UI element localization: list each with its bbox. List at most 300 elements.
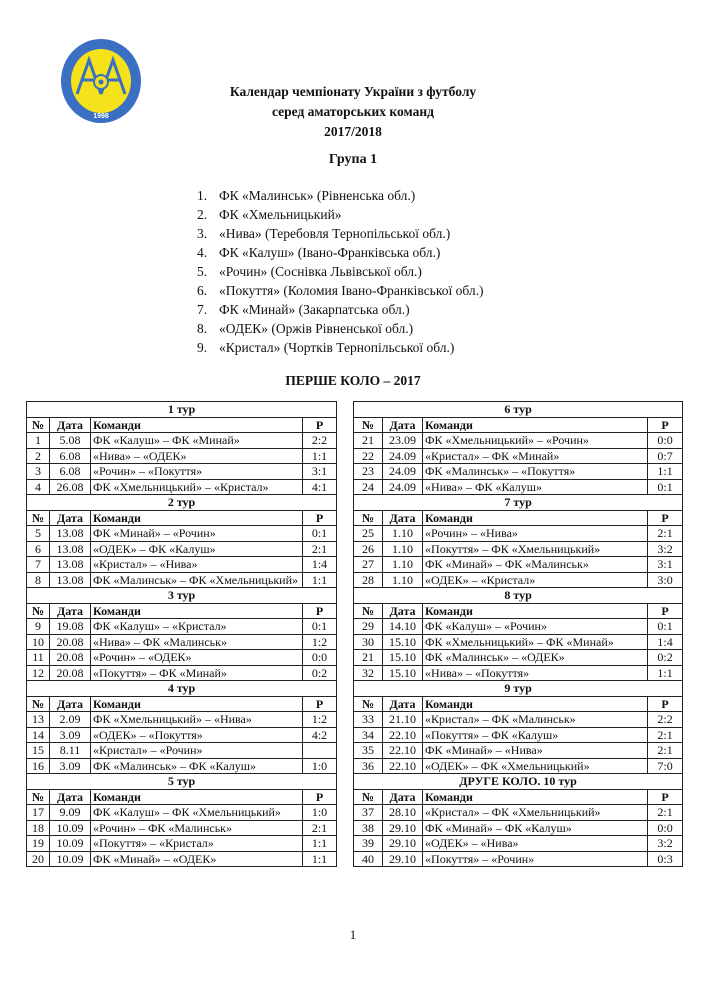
match-date: 13.08 bbox=[50, 541, 91, 557]
column-header-num: № bbox=[27, 417, 50, 433]
match-number: 16 bbox=[27, 758, 50, 774]
match-teams: «Нива» – ФК «Калуш» bbox=[423, 479, 648, 495]
match-date: 29.10 bbox=[383, 820, 423, 836]
column-header-teams: Команди bbox=[91, 789, 303, 805]
match-date: 19.08 bbox=[50, 619, 91, 635]
round-title: 3 тур bbox=[27, 588, 337, 604]
column-header-num: № bbox=[27, 603, 50, 619]
match-date: 1.10 bbox=[383, 572, 423, 588]
separator bbox=[337, 619, 354, 635]
round-title: 1 тур bbox=[27, 402, 337, 418]
match-row bbox=[27, 665, 683, 681]
separator bbox=[337, 433, 354, 449]
column-header-date: Дата bbox=[383, 789, 423, 805]
separator bbox=[337, 836, 354, 852]
team-name: ФК «Хмельницький» bbox=[219, 207, 342, 222]
column-header-result: Р bbox=[648, 696, 683, 712]
document-title bbox=[0, 82, 706, 142]
match-teams: ФК «Хмельницький» – «Нива» bbox=[91, 712, 303, 728]
match-date: 29.10 bbox=[383, 836, 423, 852]
match-date: 28.10 bbox=[383, 805, 423, 821]
match-result: 0:1 bbox=[303, 619, 337, 635]
round-title: 4 тур bbox=[27, 681, 337, 697]
separator bbox=[337, 479, 354, 495]
team-number: 2. bbox=[197, 207, 208, 222]
match-row bbox=[27, 619, 683, 635]
match-teams: «Покуття» – ФК «Хмельницький» bbox=[423, 541, 648, 557]
match-result: 1:1 bbox=[303, 572, 337, 588]
match-result: 0:0 bbox=[648, 433, 683, 449]
match-number: 12 bbox=[27, 665, 50, 681]
match-teams: ФК «Малинськ» – ФК «Хмельницький» bbox=[91, 572, 303, 588]
match-row bbox=[27, 758, 683, 774]
match-result: 0:1 bbox=[648, 479, 683, 495]
match-result: 3:0 bbox=[648, 572, 683, 588]
column-header-result: Р bbox=[648, 510, 683, 526]
separator bbox=[337, 820, 354, 836]
round-title: 8 тур bbox=[354, 588, 683, 604]
separator bbox=[337, 417, 354, 433]
match-result: 1:1 bbox=[648, 665, 683, 681]
match-teams: ФК «Минай» – «Нива» bbox=[423, 743, 648, 759]
match-result: 1:0 bbox=[303, 805, 337, 821]
match-teams: ФК «Малинськ» – ФК «Калуш» bbox=[91, 758, 303, 774]
column-header-result: Р bbox=[648, 603, 683, 619]
column-header-date: Дата bbox=[50, 789, 91, 805]
separator bbox=[337, 495, 354, 511]
match-number: 27 bbox=[354, 557, 383, 573]
team-name: «Покуття» (Коломия Івано-Франківської обл.) bbox=[219, 283, 484, 298]
match-date: 13.08 bbox=[50, 526, 91, 542]
column-header-num: № bbox=[354, 417, 383, 433]
match-result: 0:0 bbox=[648, 820, 683, 836]
match-row bbox=[27, 836, 683, 852]
match-teams: ФК «Калуш» – «Кристал» bbox=[91, 619, 303, 635]
column-header-num: № bbox=[354, 510, 383, 526]
match-teams: ФК «Малинськ» – «Покуття» bbox=[423, 464, 648, 480]
match-teams: «Кристал» – ФК «Хмельницький» bbox=[423, 805, 648, 821]
match-date: 15.10 bbox=[383, 634, 423, 650]
match-date: 10.09 bbox=[50, 820, 91, 836]
match-date: 1.10 bbox=[383, 557, 423, 573]
match-number: 21 bbox=[354, 433, 383, 449]
round-title-row bbox=[27, 402, 683, 418]
team-list-item bbox=[197, 224, 483, 243]
separator bbox=[337, 774, 354, 790]
team-list-item bbox=[197, 319, 483, 338]
match-date: 1.10 bbox=[383, 541, 423, 557]
first-round-title: ПЕРШЕ КОЛО – 2017 bbox=[285, 373, 421, 388]
column-header-date: Дата bbox=[50, 696, 91, 712]
match-teams: ФК «Минай» – ФК «Малинськ» bbox=[423, 557, 648, 573]
match-row bbox=[27, 727, 683, 743]
match-number: 7 bbox=[27, 557, 50, 573]
match-row bbox=[27, 743, 683, 759]
match-date: 15.10 bbox=[383, 650, 423, 666]
team-list-item bbox=[197, 205, 483, 224]
match-date: 5.08 bbox=[50, 433, 91, 449]
match-date: 20.08 bbox=[50, 634, 91, 650]
match-result: 2:1 bbox=[648, 805, 683, 821]
team-number: 6. bbox=[197, 283, 208, 298]
match-date: 13.08 bbox=[50, 572, 91, 588]
team-name: «Кристал» (Чортків Тернопільської обл.) bbox=[219, 340, 455, 355]
column-header-teams: Команди bbox=[423, 789, 648, 805]
separator bbox=[337, 712, 354, 728]
match-number: 21 bbox=[354, 650, 383, 666]
match-row bbox=[27, 650, 683, 666]
match-teams: «ОДЕК» – «Покуття» bbox=[91, 727, 303, 743]
column-header-date: Дата bbox=[383, 603, 423, 619]
match-number: 22 bbox=[354, 448, 383, 464]
group-title: Група 1 bbox=[328, 152, 378, 167]
match-row bbox=[27, 433, 683, 449]
match-number: 8 bbox=[27, 572, 50, 588]
match-number: 14 bbox=[27, 727, 50, 743]
match-date: 22.10 bbox=[383, 727, 423, 743]
match-date: 10.09 bbox=[50, 851, 91, 867]
separator bbox=[337, 650, 354, 666]
logo-year: 1998 bbox=[93, 113, 109, 120]
round-title: ДРУГЕ КОЛО. 10 тур bbox=[354, 774, 683, 790]
match-date: 15.10 bbox=[383, 665, 423, 681]
match-teams: ФК «Калуш» – «Рочин» bbox=[423, 619, 648, 635]
separator bbox=[337, 758, 354, 774]
match-teams: ФК «Минай» – ФК «Калуш» bbox=[423, 820, 648, 836]
match-teams: «Покуття» – «Рочин» bbox=[423, 851, 648, 867]
match-number: 20 bbox=[27, 851, 50, 867]
match-date: 14.10 bbox=[383, 619, 423, 635]
match-teams: «Кристал» – «Рочин» bbox=[91, 743, 303, 759]
match-row bbox=[27, 572, 683, 588]
match-teams: «Кристал» – «Нива» bbox=[91, 557, 303, 573]
match-result: 0:2 bbox=[303, 665, 337, 681]
team-number: 5. bbox=[197, 264, 208, 279]
team-name: ФК «Малинськ» (Рівненська обл.) bbox=[219, 188, 416, 203]
match-number: 1 bbox=[27, 433, 50, 449]
team-name: «Нива» (Теребовля Тернопільської обл.) bbox=[219, 226, 451, 241]
match-number: 25 bbox=[354, 526, 383, 542]
column-header-num: № bbox=[354, 696, 383, 712]
column-header-row bbox=[27, 603, 683, 619]
match-result: 0:2 bbox=[648, 650, 683, 666]
separator bbox=[337, 743, 354, 759]
column-header-row bbox=[27, 417, 683, 433]
match-result: 0:3 bbox=[648, 851, 683, 867]
column-header-result: Р bbox=[303, 417, 337, 433]
match-date: 6.08 bbox=[50, 464, 91, 480]
match-result: 3:1 bbox=[303, 464, 337, 480]
separator bbox=[337, 526, 354, 542]
column-header-teams: Команди bbox=[91, 696, 303, 712]
column-header-result: Р bbox=[303, 789, 337, 805]
match-number: 5 bbox=[27, 526, 50, 542]
match-number: 17 bbox=[27, 805, 50, 821]
round-title-row bbox=[27, 774, 683, 790]
match-row bbox=[27, 634, 683, 650]
match-number: 4 bbox=[27, 479, 50, 495]
match-number: 11 bbox=[27, 650, 50, 666]
match-teams: ФК «Минай» – «ОДЕК» bbox=[91, 851, 303, 867]
match-teams: ФК «Калуш» – ФК «Хмельницький» bbox=[91, 805, 303, 821]
separator bbox=[337, 588, 354, 604]
match-date: 20.08 bbox=[50, 650, 91, 666]
match-number: 39 bbox=[354, 836, 383, 852]
round-title: 5 тур bbox=[27, 774, 337, 790]
match-result: 1:0 bbox=[303, 758, 337, 774]
match-number: 2 bbox=[27, 448, 50, 464]
column-header-num: № bbox=[354, 603, 383, 619]
match-number: 35 bbox=[354, 743, 383, 759]
separator bbox=[337, 681, 354, 697]
match-result: 2:1 bbox=[648, 743, 683, 759]
match-date: 22.10 bbox=[383, 758, 423, 774]
match-teams: «Рочин» – «Покуття» bbox=[91, 464, 303, 480]
column-header-row bbox=[27, 696, 683, 712]
match-result: 1:4 bbox=[648, 634, 683, 650]
match-date: 24.09 bbox=[383, 479, 423, 495]
match-result: 3:1 bbox=[648, 557, 683, 573]
match-number: 38 bbox=[354, 820, 383, 836]
match-number: 23 bbox=[354, 464, 383, 480]
match-teams: ФК «Хмельницький» – ФК «Минай» bbox=[423, 634, 648, 650]
match-number: 24 bbox=[354, 479, 383, 495]
match-teams: ФК «Минай» – «Рочин» bbox=[91, 526, 303, 542]
match-teams: ФК «Калуш» – ФК «Минай» bbox=[91, 433, 303, 449]
match-number: 40 bbox=[354, 851, 383, 867]
team-name: «ОДЕК» (Оржів Рівненської обл.) bbox=[219, 321, 414, 336]
match-result: 2:1 bbox=[648, 526, 683, 542]
match-row bbox=[27, 464, 683, 480]
column-header-num: № bbox=[27, 789, 50, 805]
match-row bbox=[27, 820, 683, 836]
match-teams: «Рочин» – «Нива» bbox=[423, 526, 648, 542]
round-title: 9 тур bbox=[354, 681, 683, 697]
column-header-result: Р bbox=[303, 603, 337, 619]
match-number: 3 bbox=[27, 464, 50, 480]
season: 2017/2018 bbox=[324, 124, 382, 139]
match-date: 13.08 bbox=[50, 557, 91, 573]
match-result: 3:2 bbox=[648, 836, 683, 852]
match-date: 26.08 bbox=[50, 479, 91, 495]
match-result: 2:1 bbox=[303, 820, 337, 836]
column-header-num: № bbox=[27, 696, 50, 712]
column-header-result: Р bbox=[303, 696, 337, 712]
match-result: 1:1 bbox=[303, 851, 337, 867]
match-date: 24.09 bbox=[383, 464, 423, 480]
match-result bbox=[303, 743, 337, 759]
separator bbox=[337, 510, 354, 526]
team-list bbox=[197, 186, 483, 357]
page-number: 1 bbox=[349, 927, 357, 942]
column-header-teams: Команди bbox=[423, 603, 648, 619]
team-list-item bbox=[197, 281, 483, 300]
separator bbox=[337, 696, 354, 712]
column-header-row bbox=[27, 789, 683, 805]
separator bbox=[337, 402, 354, 418]
match-teams: «Кристал» – ФК «Малинськ» bbox=[423, 712, 648, 728]
round-title-row bbox=[27, 588, 683, 604]
separator bbox=[337, 603, 354, 619]
match-result: 4:2 bbox=[303, 727, 337, 743]
title-line-1: Календар чемпіонату України з футболу bbox=[229, 84, 477, 99]
separator bbox=[337, 634, 354, 650]
match-date: 3.09 bbox=[50, 727, 91, 743]
column-header-teams: Команди bbox=[91, 603, 303, 619]
match-teams: «Нива» – «Покуття» bbox=[423, 665, 648, 681]
title-line-2: серед аматорських команд bbox=[271, 104, 434, 119]
team-name: ФК «Калуш» (Івано-Франківська обл.) bbox=[219, 245, 441, 260]
match-number: 10 bbox=[27, 634, 50, 650]
match-row bbox=[27, 448, 683, 464]
separator bbox=[337, 805, 354, 821]
match-number: 32 bbox=[354, 665, 383, 681]
match-date: 21.10 bbox=[383, 712, 423, 728]
team-list-item bbox=[197, 300, 483, 319]
separator bbox=[337, 557, 354, 573]
match-result: 3:2 bbox=[648, 541, 683, 557]
match-teams: «ОДЕК» – «Кристал» bbox=[423, 572, 648, 588]
separator bbox=[337, 727, 354, 743]
column-header-teams: Команди bbox=[423, 696, 648, 712]
team-number: 7. bbox=[197, 302, 208, 317]
match-row bbox=[27, 851, 683, 867]
match-teams: ФК «Хмельницький» – «Кристал» bbox=[91, 479, 303, 495]
match-result: 4:1 bbox=[303, 479, 337, 495]
match-result: 1:4 bbox=[303, 557, 337, 573]
round-title-row bbox=[27, 495, 683, 511]
column-header-date: Дата bbox=[383, 510, 423, 526]
column-header-num: № bbox=[27, 510, 50, 526]
match-teams: «Нива» – «ОДЕК» bbox=[91, 448, 303, 464]
match-teams: «ОДЕК» – «Нива» bbox=[423, 836, 648, 852]
team-number: 1. bbox=[197, 188, 208, 203]
team-list-item bbox=[197, 262, 483, 281]
match-number: 6 bbox=[27, 541, 50, 557]
team-number: 9. bbox=[197, 340, 208, 355]
match-teams: ФК «Хмельницький» – «Рочин» bbox=[423, 433, 648, 449]
match-result: 2:1 bbox=[303, 541, 337, 557]
team-name: «Рочин» (Соснівка Львівської обл.) bbox=[219, 264, 422, 279]
match-result: 1:2 bbox=[303, 712, 337, 728]
match-row bbox=[27, 526, 683, 542]
match-row bbox=[27, 479, 683, 495]
column-header-date: Дата bbox=[50, 417, 91, 433]
match-row bbox=[27, 541, 683, 557]
match-number: 36 bbox=[354, 758, 383, 774]
match-row bbox=[27, 712, 683, 728]
team-number: 4. bbox=[197, 245, 208, 260]
match-date: 6.08 bbox=[50, 448, 91, 464]
match-teams: «ОДЕК» – ФК «Калуш» bbox=[91, 541, 303, 557]
column-header-teams: Команди bbox=[91, 510, 303, 526]
separator bbox=[337, 851, 354, 867]
match-number: 26 bbox=[354, 541, 383, 557]
match-date: 22.10 bbox=[383, 743, 423, 759]
match-result: 0:1 bbox=[303, 526, 337, 542]
separator bbox=[337, 464, 354, 480]
match-teams: ФК «Малинськ» – «ОДЕК» bbox=[423, 650, 648, 666]
separator bbox=[337, 572, 354, 588]
team-name: ФК «Минай» (Закарпатська обл.) bbox=[219, 302, 410, 317]
match-teams: «Покуття» – «Кристал» bbox=[91, 836, 303, 852]
separator bbox=[337, 448, 354, 464]
match-date: 2.09 bbox=[50, 712, 91, 728]
column-header-result: Р bbox=[648, 789, 683, 805]
column-header-result: Р bbox=[303, 510, 337, 526]
round-title: 6 тур bbox=[354, 402, 683, 418]
match-number: 19 bbox=[27, 836, 50, 852]
match-number: 29 bbox=[354, 619, 383, 635]
team-number: 8. bbox=[197, 321, 208, 336]
separator bbox=[337, 665, 354, 681]
match-number: 34 bbox=[354, 727, 383, 743]
match-date: 1.10 bbox=[383, 526, 423, 542]
column-header-date: Дата bbox=[50, 603, 91, 619]
team-list-item bbox=[197, 186, 483, 205]
match-result: 7:0 bbox=[648, 758, 683, 774]
match-number: 33 bbox=[354, 712, 383, 728]
column-header-result: Р bbox=[648, 417, 683, 433]
match-result: 0:1 bbox=[648, 619, 683, 635]
match-date: 20.08 bbox=[50, 665, 91, 681]
match-result: 1:1 bbox=[303, 448, 337, 464]
match-result: 2:2 bbox=[648, 712, 683, 728]
column-header-date: Дата bbox=[383, 696, 423, 712]
match-number: 37 bbox=[354, 805, 383, 821]
match-date: 9.09 bbox=[50, 805, 91, 821]
round-title-row bbox=[27, 681, 683, 697]
match-number: 15 bbox=[27, 743, 50, 759]
schedule-table bbox=[26, 401, 683, 867]
column-header-date: Дата bbox=[383, 417, 423, 433]
match-result: 0:7 bbox=[648, 448, 683, 464]
match-teams: «ОДЕК» – ФК «Хмельницький» bbox=[423, 758, 648, 774]
match-result: 1:1 bbox=[303, 836, 337, 852]
match-teams: «Рочин» – «ОДЕК» bbox=[91, 650, 303, 666]
column-header-teams: Команди bbox=[423, 417, 648, 433]
column-header-teams: Команди bbox=[91, 417, 303, 433]
match-result: 1:2 bbox=[303, 634, 337, 650]
match-date: 24.09 bbox=[383, 448, 423, 464]
match-teams: «Покуття» – ФК «Минай» bbox=[91, 665, 303, 681]
match-row bbox=[27, 557, 683, 573]
team-number: 3. bbox=[197, 226, 208, 241]
round-title: 2 тур bbox=[27, 495, 337, 511]
match-row bbox=[27, 805, 683, 821]
match-teams: «Рочин» – ФК «Малинськ» bbox=[91, 820, 303, 836]
match-date: 3.09 bbox=[50, 758, 91, 774]
team-list-item bbox=[197, 338, 483, 357]
column-header-num: № bbox=[354, 789, 383, 805]
match-result: 1:1 bbox=[648, 464, 683, 480]
match-number: 18 bbox=[27, 820, 50, 836]
column-header-row bbox=[27, 510, 683, 526]
match-date: 10.09 bbox=[50, 836, 91, 852]
separator bbox=[337, 541, 354, 557]
match-result: 0:0 bbox=[303, 650, 337, 666]
column-header-teams: Команди bbox=[423, 510, 648, 526]
match-result: 2:2 bbox=[303, 433, 337, 449]
match-teams: «Кристал» – ФК «Минай» bbox=[423, 448, 648, 464]
match-date: 23.09 bbox=[383, 433, 423, 449]
separator bbox=[337, 789, 354, 805]
team-list-item bbox=[197, 243, 483, 262]
round-title: 7 тур bbox=[354, 495, 683, 511]
match-result: 2:1 bbox=[648, 727, 683, 743]
column-header-date: Дата bbox=[50, 510, 91, 526]
match-number: 9 bbox=[27, 619, 50, 635]
